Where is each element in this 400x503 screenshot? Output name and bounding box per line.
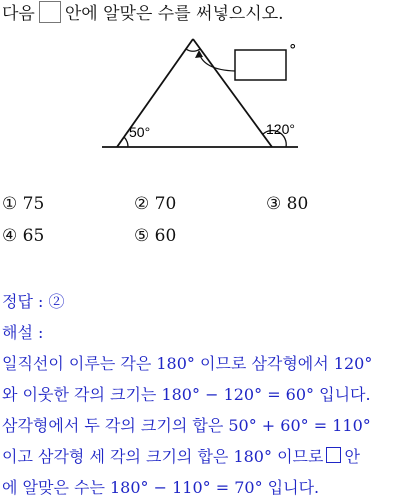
choice-value: 75 — [22, 194, 45, 214]
choice-4[interactable] — [2, 226, 44, 246]
explanation-line-5: 에 알맞은 수는 180° − 110° = 70° 입니다. — [2, 478, 320, 497]
inline-answer-box — [326, 447, 341, 463]
choice-marker: ④ — [2, 226, 18, 246]
angle-label-left: 50° — [129, 124, 151, 140]
choice-2[interactable] — [134, 194, 176, 214]
choice-3[interactable] — [266, 194, 308, 214]
angle-arc-left — [124, 137, 128, 147]
choice-value: 60 — [154, 226, 177, 246]
angle-arc-top — [186, 49, 200, 51]
choice-marker: ② — [134, 194, 150, 214]
choice-value: 70 — [154, 194, 177, 214]
explanation-line-1: 일직선이 이루는 각은 180° 이므로 삼각형에서 120° — [2, 354, 373, 373]
explanation-line-2: 와 이웃한 각의 크기는 180° − 120° = 60° 입니다. — [2, 385, 371, 404]
choice-marker: ③ — [266, 194, 282, 214]
choice-marker: ① — [2, 194, 18, 214]
explanation-line-4-tail: 안 — [344, 447, 360, 466]
choice-marker: ⑤ — [134, 226, 150, 246]
choice-5[interactable] — [134, 226, 176, 246]
explanation-line-4-text: 이고 삼각형 세 각의 크기의 합은 180° 이므로 — [2, 447, 324, 466]
explanation-label: 해설 : — [2, 323, 44, 342]
question-after: 안에 알맞은 수를 써넣으시오. — [64, 4, 284, 24]
explanation-line-4 — [2, 441, 398, 472]
unknown-angle-box — [235, 50, 286, 80]
choice-value: 80 — [286, 194, 309, 214]
question-before: 다음 — [2, 4, 35, 24]
answer-title: 정답 : ② — [2, 292, 65, 311]
box-degree-mark: ° — [289, 41, 297, 59]
choice-1[interactable] — [2, 194, 44, 214]
angle-label-right: 120° — [266, 121, 295, 137]
choice-value: 65 — [22, 226, 45, 246]
answer-section — [2, 286, 398, 503]
triangle-figure — [0, 0, 400, 160]
explanation-line-3: 삼각형에서 두 각의 크기의 합은 50° + 60° = 110° — [2, 416, 371, 435]
